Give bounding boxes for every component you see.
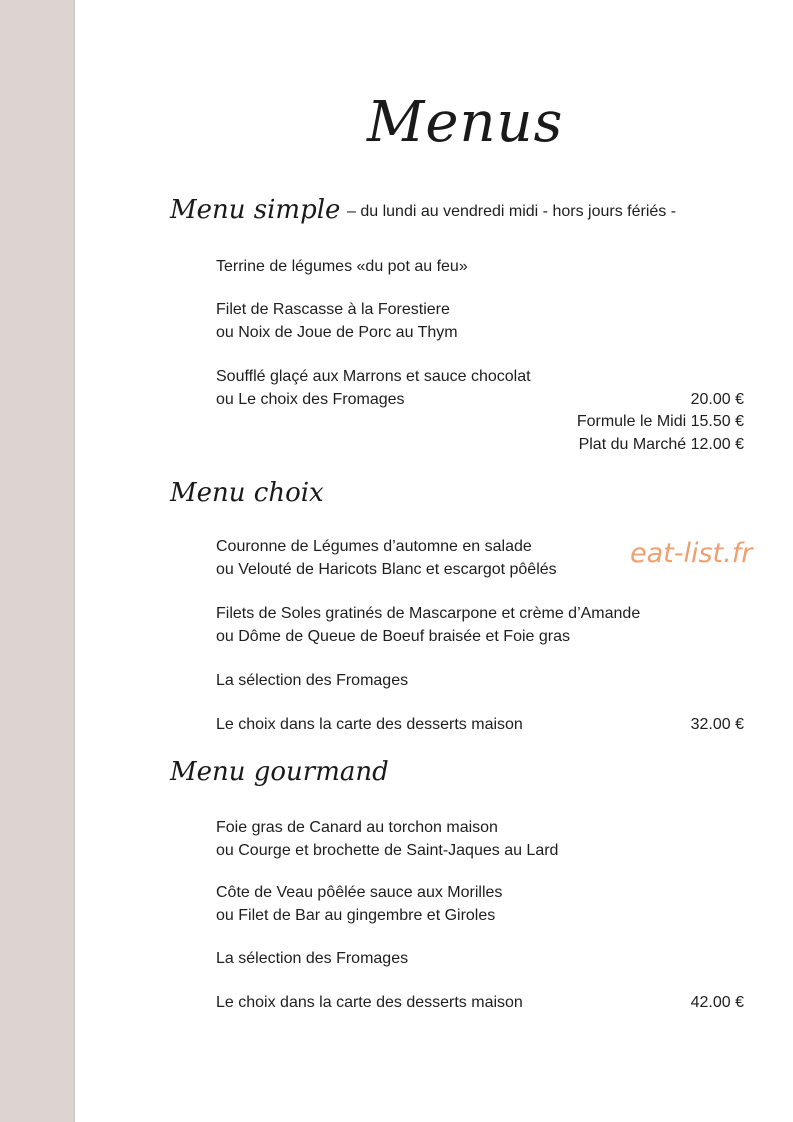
- menu-gourmand-item: ou Courge et brochette de Saint-Jaques au Lard: [216, 842, 559, 859]
- menu-choix-item: ou Velouté de Haricots Blanc et escargot pôêlés: [216, 561, 557, 578]
- menu-simple-note: – du lundi au vendredi midi - hors jours fériés -: [347, 203, 677, 220]
- menu-gourmand-item: Le choix dans la carte des desserts maison: [216, 994, 523, 1011]
- menu-simple-item: ou Noix de Joue de Porc au Thym: [216, 324, 458, 341]
- menu-choix-item: Couronne de Légumes d’automne en salade: [216, 538, 532, 555]
- menu-gourmand-item: Foie gras de Canard au torchon maison: [216, 819, 498, 836]
- menu-simple-item: Terrine de légumes «du pot au feu»: [216, 258, 468, 275]
- menu-gourmand-item: Côte de Veau pôêlée sauce aux Morilles: [216, 884, 503, 901]
- menu-gourmand-item: La sélection des Fromages: [216, 950, 409, 967]
- menu-simple-item: Soufflé glaçé aux Marrons et sauce chocolat: [216, 368, 531, 385]
- menu-gourmand-item: ou Filet de Bar au gingembre et Giroles: [216, 907, 496, 924]
- menu-gourmand-price: 42.00 €: [690, 994, 744, 1011]
- formule-midi-price: Formule le Midi 15.50 €: [576, 413, 744, 430]
- menu-simple-price: 20.00 €: [690, 391, 744, 408]
- menu-choix-item: Filets de Soles gratinés de Mascarpone et crème d’Amande: [216, 605, 641, 622]
- menu-choix-item: La sélection des Fromages: [216, 672, 409, 689]
- section-title-menu-choix: Menu choix: [170, 478, 324, 508]
- menu-choix-price: 32.00 €: [690, 716, 744, 733]
- section-title-menu-simple: Menu simple: [170, 195, 341, 225]
- plat-du-marche-price: Plat du Marché 12.00 €: [578, 436, 744, 453]
- menu-choix-item: Le choix dans la carte des desserts maison: [216, 716, 523, 733]
- left-sidebar-band: [0, 0, 75, 1122]
- watermark: eat-list.fr: [630, 538, 753, 569]
- page-title: Menus: [367, 90, 564, 155]
- menu-simple-item: Filet de Rascasse à la Forestiere: [216, 301, 450, 318]
- menu-choix-item: ou Dôme de Queue de Boeuf braisée et Foie gras: [216, 628, 570, 645]
- section-title-menu-gourmand: Menu gourmand: [170, 757, 389, 787]
- menu-simple-item: ou Le choix des Fromages: [216, 391, 405, 408]
